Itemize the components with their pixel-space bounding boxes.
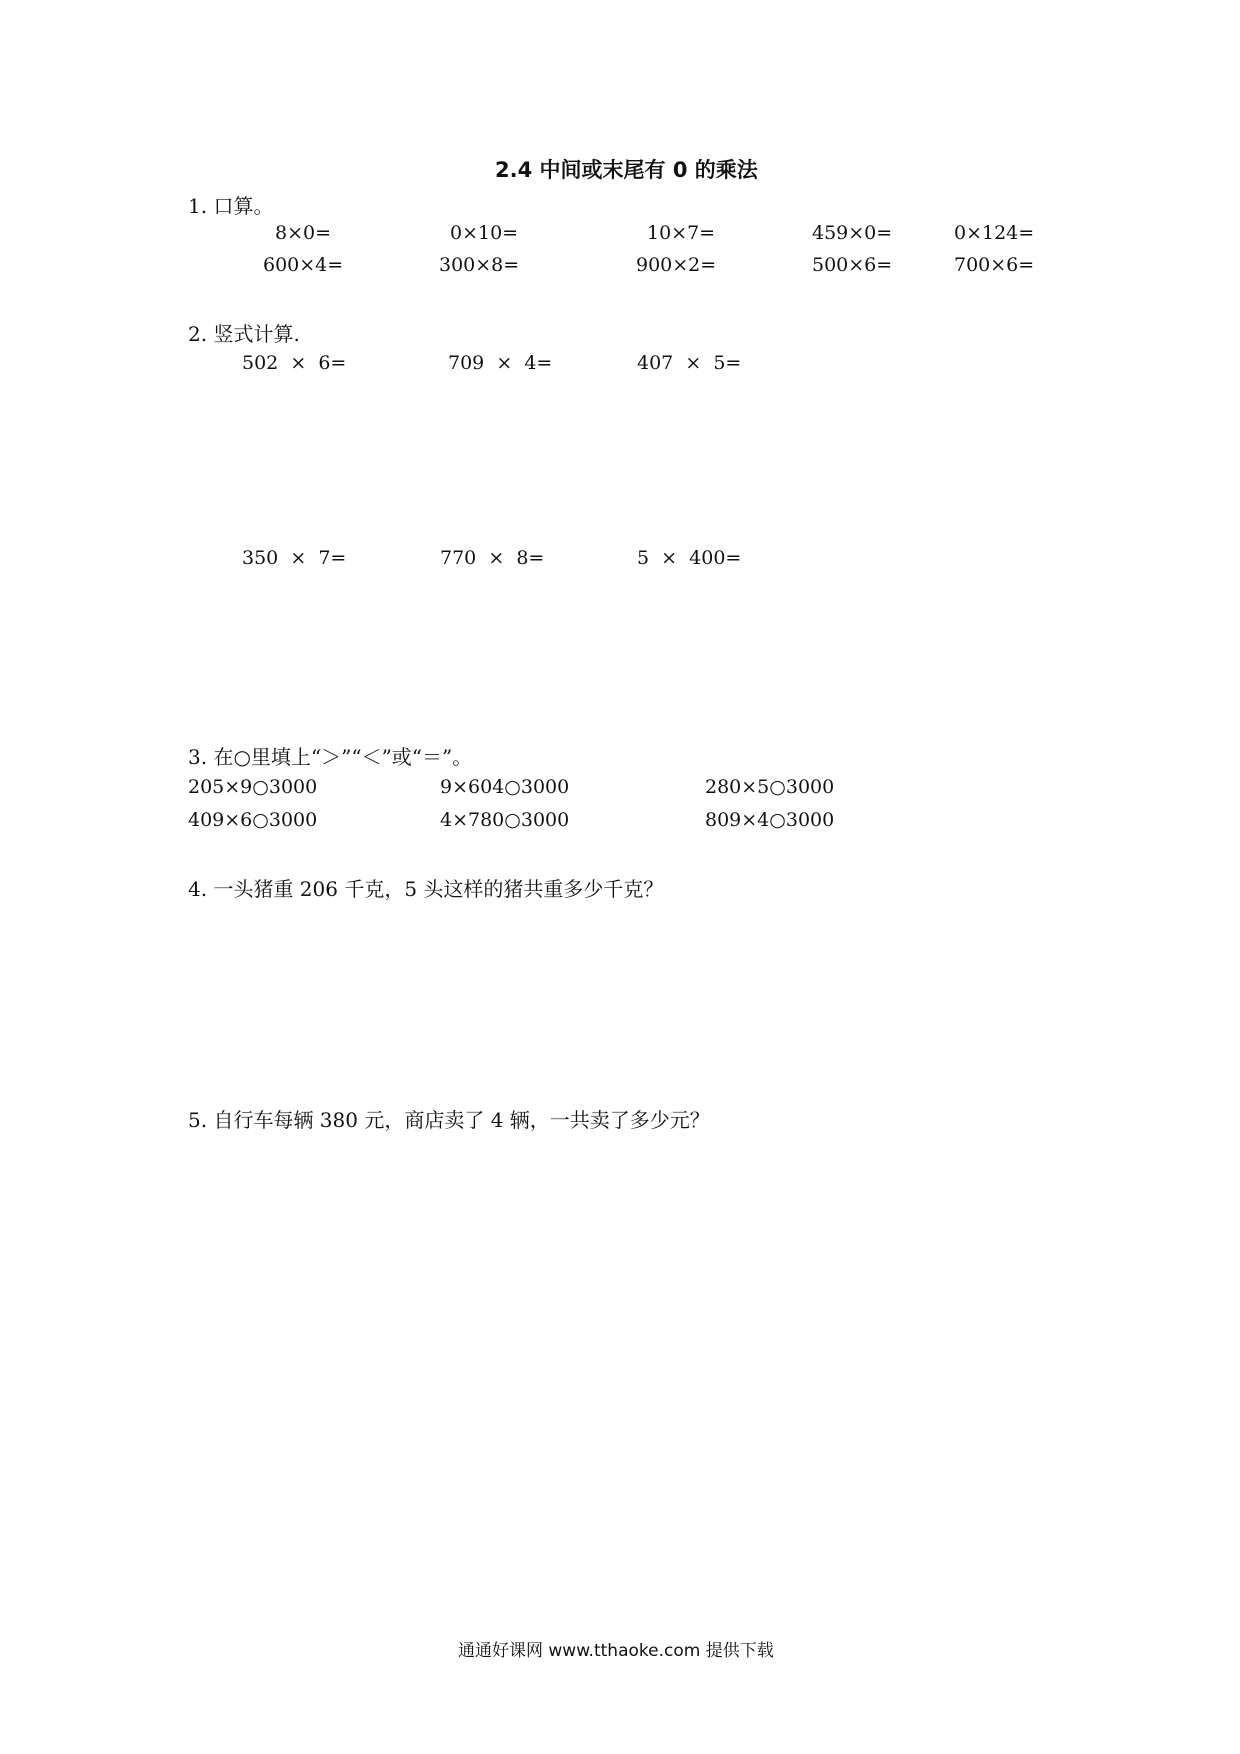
q1-item: 8×0= [275,222,332,244]
q1-item: 900×2= [636,254,717,276]
q2-heading: 2. 竖式计算. [188,322,300,346]
q1-item: 10×7= [647,222,716,244]
q1-item: 500×6= [812,254,893,276]
page-title: 2.4 中间或末尾有 0 的乘法 [495,158,758,182]
q5-text: 5. 自行车每辆 380 元，商店卖了 4 辆，一共卖了多少元？ [188,1108,710,1132]
q3-item: 4×780○3000 [440,809,570,831]
q3-item: 280×5○3000 [705,776,835,798]
q2-item: 770 × 8= [440,547,545,569]
q1-item: 459×0= [812,222,893,244]
q2-item: 709 × 4= [448,352,553,374]
q1-heading: 1. 口算。 [188,194,274,218]
q3-heading: 3. 在○里填上“＞”“＜”或“＝”。 [188,745,473,769]
q1-item: 0×10= [450,222,519,244]
q3-item: 9×604○3000 [440,776,570,798]
q1-item: 0×124= [954,222,1035,244]
q3-item: 809×4○3000 [705,809,835,831]
q1-item: 700×6= [954,254,1035,276]
q1-item: 600×4= [263,254,344,276]
q2-item: 502 × 6= [242,352,347,374]
q3-item: 409×6○3000 [188,809,318,831]
q4-text: 4. 一头猪重 206 千克，5 头这样的猪共重多少千克？ [188,877,664,901]
q2-item: 407 × 5= [637,352,742,374]
q2-item: 5 × 400= [637,547,742,569]
q3-item: 205×9○3000 [188,776,318,798]
q2-item: 350 × 7= [242,547,347,569]
footer-credit: 通通好课网 www.tthaoke.com 提供下载 [458,1641,774,1661]
q1-item: 300×8= [439,254,520,276]
